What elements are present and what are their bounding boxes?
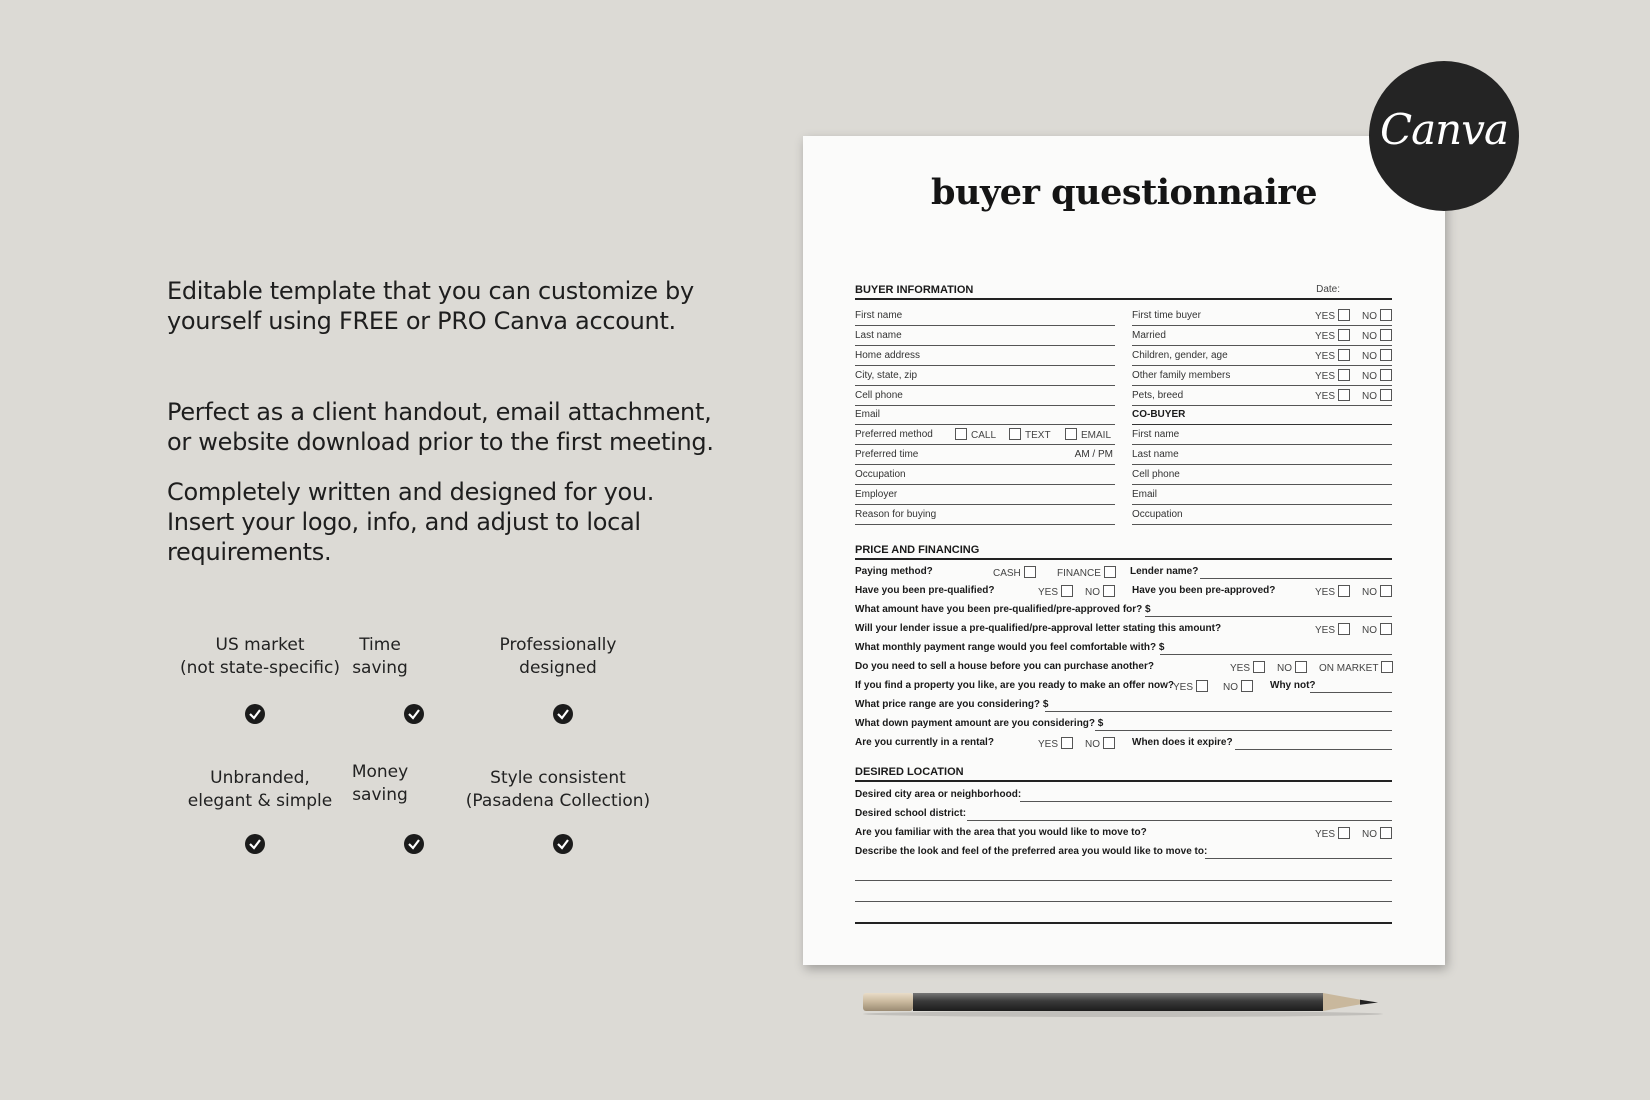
feature-style-consistent: Style consistent (Pasadena Collection) [465, 768, 651, 811]
field-cobuyer-first-name[interactable]: First name [1132, 425, 1392, 445]
feature-unbranded: Unbranded, elegant & simple [187, 768, 333, 811]
question-offer: If you find a property you like, are you ready to make an offer now? YES NO Why not? [855, 678, 1392, 695]
section-buyer-information: BUYER INFORMATION Date: [855, 284, 1392, 300]
field-home-address[interactable]: Home address [855, 346, 1115, 366]
answer-line[interactable] [855, 901, 1392, 902]
question-rental: Are you currently in a rental? YES NO When does it expire? [855, 735, 1392, 752]
feature-professionally-designed: Professionally designed [499, 635, 617, 678]
option-call[interactable]: CALL [955, 428, 996, 441]
field-cell-phone[interactable]: Cell phone [855, 386, 1115, 406]
question-price-range[interactable]: What price range are you considering? $ [855, 697, 1392, 714]
check-circle-icon [553, 704, 573, 724]
canva-logo: Canva [1369, 61, 1519, 211]
check-circle-icon [245, 704, 265, 724]
field-other-family: Other family members YES NO [1132, 366, 1392, 386]
field-married: Married YES NO [1132, 326, 1392, 346]
feature-us-market: US market (not state-specific) [180, 635, 340, 678]
field-reason-for-buying[interactable]: Reason for buying [855, 505, 1115, 525]
check-circle-icon [404, 704, 424, 724]
check-circle-icon [245, 834, 265, 854]
cobuyer-heading: CO-BUYER [1132, 405, 1392, 425]
question-paying-method: Paying method? CASH FINANCE Lender name? [855, 564, 1392, 581]
date-label: Date: [1316, 284, 1340, 295]
question-familiar-area: Are you familiar with the area that you would like to move to? YES NO [855, 825, 1392, 842]
section-desired-location: DESIRED LOCATION [855, 766, 1392, 782]
question-city-area[interactable]: Desired city area or neighborhood: [855, 787, 1392, 804]
promo-text [167, 276, 727, 567]
field-cobuyer-email[interactable]: Email [1132, 485, 1392, 505]
promo-paragraph-1: Editable template that you can customize by yourself using FREE or PRO Canva account. [167, 277, 694, 335]
check-circle-icon [553, 834, 573, 854]
field-city-state-zip[interactable]: City, state, zip [855, 366, 1115, 386]
field-cobuyer-last-name[interactable]: Last name [1132, 445, 1392, 465]
feature-money-saving: Money saving [351, 762, 409, 805]
question-letter: Will your lender issue a pre-qualified/pre-approval letter stating this amount? YES NO [855, 621, 1392, 638]
answer-line[interactable] [855, 880, 1392, 881]
field-cobuyer-cell-phone[interactable]: Cell phone [1132, 465, 1392, 485]
option-text[interactable]: TEXT [1009, 428, 1051, 441]
field-employer[interactable]: Employer [855, 485, 1115, 505]
question-amount[interactable]: What amount have you been pre-qualified/pre-approved for? $ [855, 602, 1392, 619]
field-cobuyer-occupation[interactable]: Occupation [1132, 505, 1392, 525]
question-pre-qualified: Have you been pre-qualified? YES NO Have you been pre-approved? YES NO [855, 583, 1392, 600]
field-first-time-buyer: First time buyer YES NO [1132, 306, 1392, 326]
section-price-financing: PRICE AND FINANCING [855, 544, 1392, 560]
field-occupation[interactable]: Occupation [855, 465, 1115, 485]
field-pets: Pets, breed YES NO [1132, 386, 1392, 406]
field-preferred-method: Preferred method CALL TEXT EMAIL [855, 425, 1115, 445]
question-down-payment[interactable]: What down payment amount are you considering? $ [855, 716, 1392, 733]
field-children: Children, gender, age YES NO [1132, 346, 1392, 366]
field-first-name[interactable]: First name [855, 306, 1115, 326]
field-last-name[interactable]: Last name [855, 326, 1115, 346]
check-circle-icon [404, 834, 424, 854]
promo-paragraph-2: Perfect as a client handout, email attachment, or website download prior to the first meeting. [167, 398, 714, 456]
field-preferred-time[interactable]: Preferred time AM / PM [855, 445, 1115, 465]
question-sell-house: Do you need to sell a house before you can purchase another? YES NO ON MARKET [855, 659, 1392, 676]
field-email[interactable]: Email [855, 405, 1115, 425]
question-monthly[interactable]: What monthly payment range would you feel comfortable with? $ [855, 640, 1392, 657]
pencil-icon [863, 987, 1393, 1017]
questionnaire-document [803, 136, 1445, 965]
question-school-district[interactable]: Desired school district: [855, 806, 1392, 823]
option-email[interactable]: EMAIL [1065, 428, 1111, 441]
question-describe-area[interactable]: Describe the look and feel of the preferred area you would like to move to: [855, 844, 1392, 861]
promo-paragraph-3: Completely written and designed for you. Insert your logo, info, and adjust to local requirements. [167, 478, 655, 566]
feature-time-saving: Time saving [352, 635, 408, 678]
document-title: buyer questionnaire [931, 172, 1317, 213]
document-bottom-rule [855, 922, 1392, 924]
